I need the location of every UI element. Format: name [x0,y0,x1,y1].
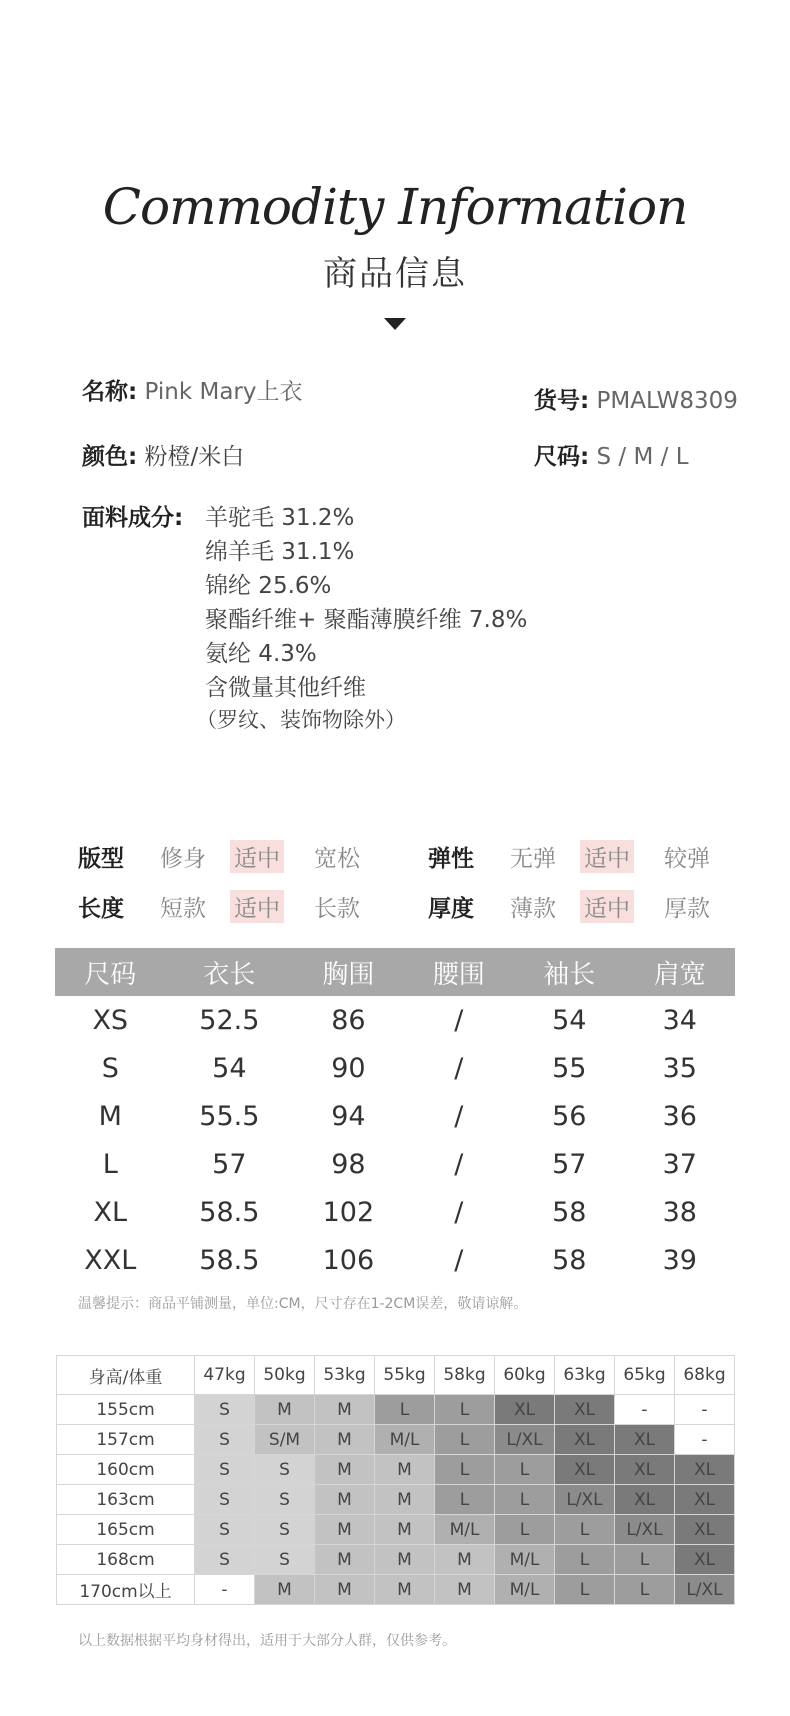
product-size [534,438,689,471]
size-table-cell: S [101,1052,119,1084]
fabric-line: 含微量其他纤维 [205,675,366,701]
size-table-note: 温馨提示：商品平铺测量，单位:CM，尺寸存在1-2CM误差，敬请谅解。 [78,1296,528,1312]
fit-table-header: 55kg [375,1356,435,1395]
fit-table-cell: M [315,1395,375,1425]
size-table-header: 袖长 [514,948,624,996]
fit-table-cell: S [195,1485,255,1515]
attr-thickness [428,890,758,920]
size-table-cell: 38 [662,1196,697,1228]
fit-table-row [57,1425,735,1455]
fit-table-cell: M [435,1545,495,1575]
fit-table-row-label: 155cm [57,1395,195,1425]
size-table-cell: 58.5 [199,1196,260,1228]
size-table-cell: 35 [662,1052,697,1084]
size-table-cell: 86 [331,1004,366,1036]
attr-fit-option-selected: 适中 [230,840,284,873]
size-table-cell: 58 [552,1244,587,1276]
fit-table-cell: XL [675,1515,735,1545]
fit-table-row-label: 163cm [57,1485,195,1515]
fit-table-cell: L/XL [495,1425,555,1455]
fit-table-cell: S/M [255,1425,315,1455]
attr-elastic [428,840,758,870]
fit-table-cell: XL [555,1455,615,1485]
title-chinese: 商品信息 [323,254,467,294]
size-table-cell: / [454,1148,464,1180]
fit-table-row-label: 160cm [57,1455,195,1485]
fit-table-cell: M/L [375,1425,435,1455]
fit-table-cell: XL [555,1425,615,1455]
attr-elastic-label: 弹性 [428,846,474,872]
fit-table-cell: M [315,1545,375,1575]
size-table-cell: 106 [322,1244,375,1276]
size-table-header: 腰围 [404,948,514,996]
fit-table-row [57,1575,735,1605]
attr-elastic-option: 较弹 [664,846,710,872]
title-english: Commodity Information [102,178,688,236]
fit-table-cell: S [195,1515,255,1545]
size-table-cell: M [98,1100,122,1132]
size-table-cell: 57 [212,1148,247,1180]
fit-table-row [57,1515,735,1545]
size-table-header: 尺码 [55,948,166,996]
fit-table-cell: S [255,1515,315,1545]
attr-thickness-option-selected: 适中 [580,890,634,923]
fit-table-row [57,1455,735,1485]
fit-table-cell: L/XL [615,1515,675,1545]
fit-table-header: 63kg [555,1356,615,1395]
size-table [55,948,735,1284]
fit-table-cell: M [375,1485,435,1515]
size-table-cell: XS [92,1004,129,1036]
fit-table-cell: S [195,1455,255,1485]
fit-table-cell: L [555,1515,615,1545]
fit-table-cell: L [435,1425,495,1455]
attr-fit-option: 宽松 [314,846,360,872]
fabric-line: 绵羊毛 31.1% [205,539,355,565]
product-color-value: 粉橙/米白 [144,444,245,470]
size-table-cell: 55 [552,1052,587,1084]
product-size-value: S / M / L [596,444,689,470]
size-table-cell: 102 [322,1196,375,1228]
fit-table-note: 以上数据根据平均身材得出，适用于大部分人群，仅供参考。 [78,1633,456,1649]
fit-table-header: 58kg [435,1356,495,1395]
size-table-cell: / [454,1196,464,1228]
fit-table-cell: M/L [495,1575,555,1605]
size-table-row [55,1236,735,1284]
size-table-cell: 57 [552,1148,587,1180]
attr-elastic-option-selected: 适中 [580,840,634,873]
product-name-label: 名称: [82,379,138,405]
fit-table-cell: S [255,1545,315,1575]
fit-table-cell: L/XL [675,1575,735,1605]
fit-table-cell: L [495,1515,555,1545]
fit-table-cell: - [675,1395,735,1425]
attr-length-option: 长款 [314,896,360,922]
fit-table-cell: - [675,1425,735,1455]
fit-table-cell: L [555,1545,615,1575]
product-size-label: 尺码: [534,444,590,470]
fit-table-cell: XL [675,1485,735,1515]
attr-elastic-option: 无弹 [510,846,556,872]
attr-thickness-option: 厚款 [664,896,710,922]
size-table-cell: 52.5 [199,1004,260,1036]
size-table-cell: 54 [552,1004,587,1036]
size-table-cell: 90 [331,1052,366,1084]
fabric-label: 面料成分: [82,505,184,531]
size-table-cell: XL [93,1196,128,1228]
fit-table-cell: M/L [495,1545,555,1575]
fabric-line: （罗纹、装饰物除外） [196,708,406,732]
size-table-cell: XXL [84,1244,137,1276]
size-table-header-row [55,948,735,996]
chevron-down-icon [384,318,406,330]
size-table-row [55,996,735,1044]
fit-table-cell: M [315,1575,375,1605]
size-table-row [55,1140,735,1188]
fit-table-header: 68kg [675,1356,735,1395]
fit-table-cell: M [375,1455,435,1485]
fit-table-header: 50kg [255,1356,315,1395]
fit-table-header: 身高/体重 [57,1356,195,1395]
fit-table-header: 47kg [195,1356,255,1395]
fit-table-cell: L [555,1575,615,1605]
size-table-cell: / [454,1244,464,1276]
fit-table-cell: L/XL [555,1485,615,1515]
product-sku [534,382,738,415]
fit-table-row [57,1395,735,1425]
fit-table-cell: M [435,1575,495,1605]
product-sku-label: 货号: [534,388,590,414]
fit-table-cell: L [435,1485,495,1515]
size-table-header: 肩宽 [625,948,736,996]
fit-table-cell: S [195,1545,255,1575]
fabric-line: 聚酯纤维+ 聚酯薄膜纤维 7.8% [205,607,528,633]
fit-table-cell: XL [675,1545,735,1575]
size-table-cell: 54 [212,1052,247,1084]
fit-table-row-label: 157cm [57,1425,195,1455]
size-table-cell: L [102,1148,118,1180]
size-table-cell: 98 [331,1148,366,1180]
fit-table-row [57,1545,735,1575]
size-table-cell: 37 [662,1148,697,1180]
fit-table-cell: XL [495,1395,555,1425]
fit-table-cell: S [255,1485,315,1515]
size-table-cell: / [454,1004,464,1036]
fit-table-cell: M [375,1545,435,1575]
fit-table-header-row [57,1356,735,1395]
fit-table-cell: M [255,1575,315,1605]
fit-table-cell: L [615,1575,675,1605]
product-name [82,373,302,406]
attr-length-option-selected: 适中 [230,890,284,923]
size-table-cell: 36 [662,1100,697,1132]
fit-table-cell: - [195,1575,255,1605]
fabric-line: 氨纶 4.3% [205,641,317,667]
product-sku-value: PMALW8309 [596,388,738,414]
attr-thickness-option: 薄款 [510,896,556,922]
size-table-cell: 58.5 [199,1244,260,1276]
fit-table-cell: M [375,1575,435,1605]
fit-table-cell: XL [555,1395,615,1425]
fit-table-cell: M [315,1515,375,1545]
fit-table-cell: M [315,1485,375,1515]
size-table-cell: 94 [331,1100,366,1132]
fabric-line: 锦纶 25.6% [205,573,332,599]
fit-table-row-label: 170cm以上 [57,1575,195,1605]
fit-table [56,1355,735,1605]
attr-fit [78,840,408,870]
size-table-row [55,1044,735,1092]
size-table-cell: 55.5 [199,1100,260,1132]
fit-table-cell: L [615,1545,675,1575]
fit-table-cell: M [255,1395,315,1425]
size-table-row [55,1188,735,1236]
fit-table-cell: L [375,1395,435,1425]
fit-table-cell: M [315,1455,375,1485]
size-table-cell: 34 [662,1004,697,1036]
fit-table-cell: L [435,1455,495,1485]
fit-table-cell: XL [615,1485,675,1515]
fit-table-header: 53kg [315,1356,375,1395]
fit-table-cell: L [495,1455,555,1485]
fit-table-cell: L [495,1485,555,1515]
attr-fit-option: 修身 [160,846,206,872]
size-table-header: 衣长 [166,948,294,996]
product-name-value: Pink Mary上衣 [144,379,303,405]
fit-table-header: 60kg [495,1356,555,1395]
fit-table-cell: M [375,1515,435,1545]
size-table-cell: / [454,1100,464,1132]
size-table-cell: 56 [552,1100,587,1132]
fit-table-cell: S [255,1455,315,1485]
size-table-cell: 39 [662,1244,697,1276]
fit-table-cell: XL [615,1425,675,1455]
fabric-line: 羊驼毛 31.2% [205,505,355,531]
fit-table-row-label: 165cm [57,1515,195,1545]
size-table-header: 胸围 [293,948,403,996]
attr-fit-label: 版型 [78,846,124,872]
fit-table-cell: S [195,1395,255,1425]
fit-table-cell: M [315,1425,375,1455]
attr-length-label: 长度 [78,896,124,922]
fit-table-cell: - [615,1395,675,1425]
size-table-row [55,1092,735,1140]
size-table-cell: / [454,1052,464,1084]
fit-table-cell: XL [675,1455,735,1485]
attr-length [78,890,408,920]
fit-table-cell: S [195,1425,255,1455]
fit-table-header: 65kg [615,1356,675,1395]
fit-table-cell: L [435,1395,495,1425]
attr-length-option: 短款 [160,896,206,922]
fit-table-row-label: 168cm [57,1545,195,1575]
fit-table-row [57,1485,735,1515]
product-color [82,438,244,471]
fit-table-cell: M/L [435,1515,495,1545]
product-color-label: 颜色: [82,444,138,470]
fit-table-cell: XL [615,1455,675,1485]
size-table-cell: 58 [552,1196,587,1228]
attr-thickness-label: 厚度 [428,896,474,922]
